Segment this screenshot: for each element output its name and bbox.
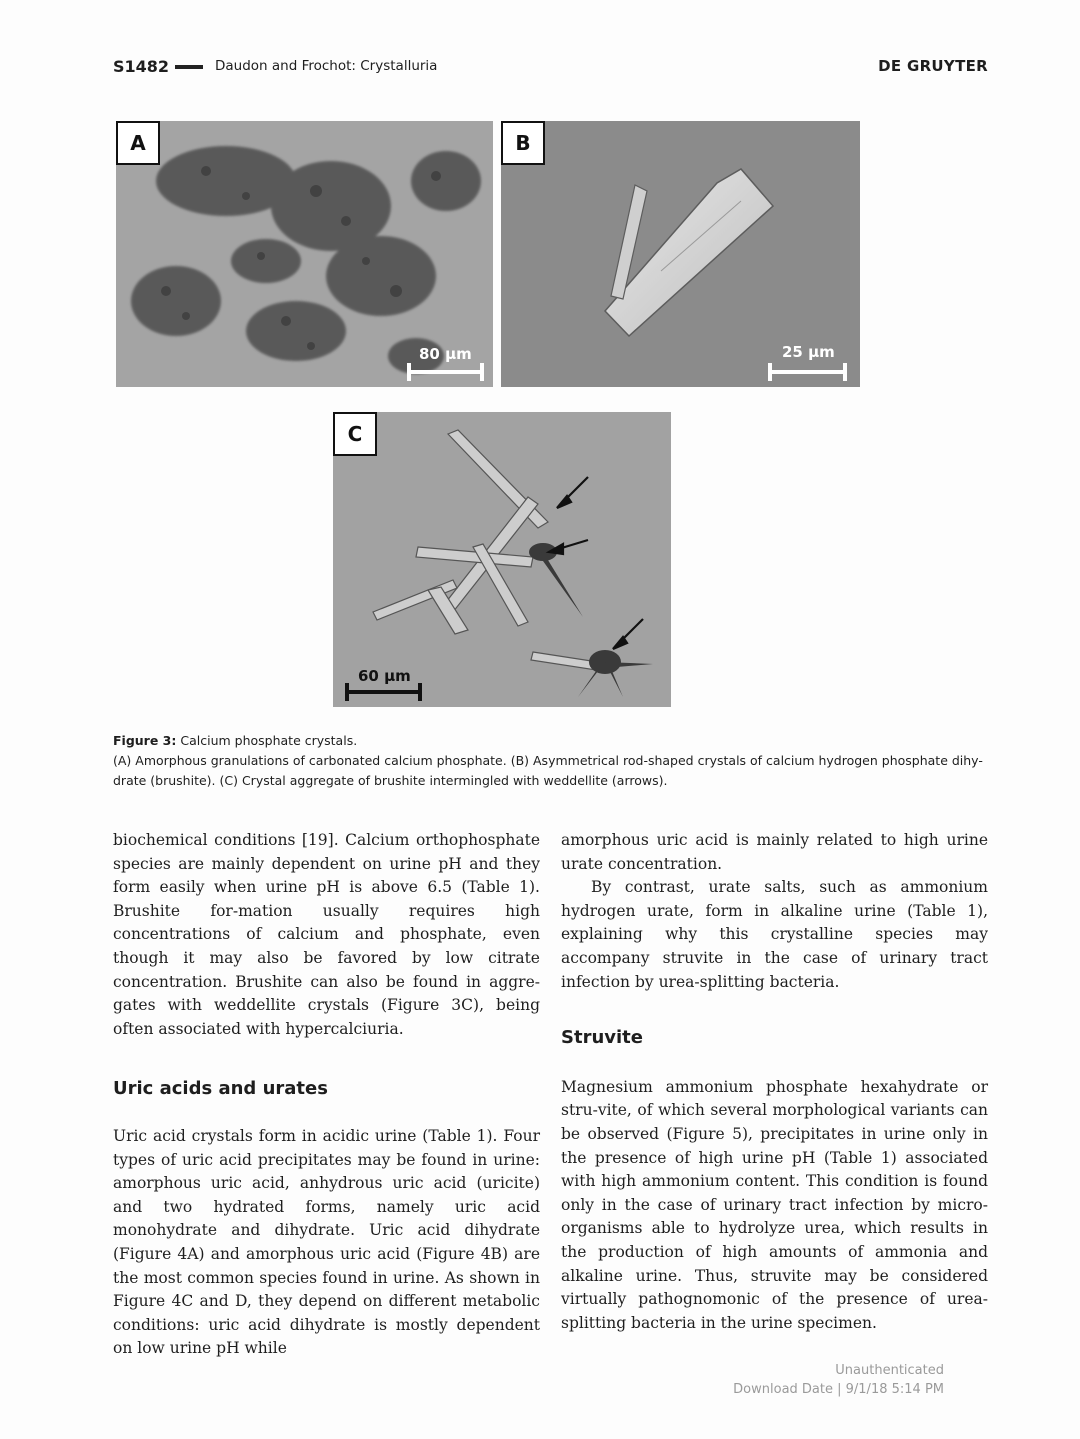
panel-label-a: A: [116, 121, 160, 165]
micrograph-panel-a: [116, 121, 493, 387]
figure-label: Figure 3:: [113, 733, 177, 748]
footer-line-1: Unauthenticated: [835, 1363, 944, 1378]
scale-label-c: 60 µm: [358, 667, 411, 685]
right-paragraph-2: By contrast, urate salts, such as ammonium hydrogen urate, form in alkaline urine (Table 1), explaining why this crystalline species may accompany struvite in the case of urinary tract infection by urea-splitting bacteria.: [561, 878, 988, 991]
header-rule: [175, 65, 203, 69]
footer-watermark: [733, 1361, 944, 1399]
panel-label-b: B: [501, 121, 545, 165]
left-column: [113, 829, 540, 1361]
scale-label-b: 25 µm: [782, 343, 835, 361]
section-heading-uric-acids: Uric acids and urates: [113, 1078, 328, 1100]
running-head: Daudon and Frochot: Crystalluria: [215, 58, 438, 74]
micrograph-c-image: [333, 412, 671, 707]
right-paragraph-3: Magnesium ammonium phosphate hexahydrate or stru-vite, of which several morphological variants can be observed (Figure 5), precipitates in urine only in the presence of high urine pH (Table 1) associated with high ammonium content. This condition is found only in the case of urinary tract infection by micro-organisms able to hydrolyze urea, which results in the production of high amounts of ammonia and alkaline urine. Thus, struvite may be considered virtually pathognomonic of the presence of urea-splitting bacteria in the urine specimen.: [561, 1077, 988, 1332]
left-paragraph-1: biochemical conditions [19]. Calcium orthophosphate species are mainly dependent on urine pH and they form easily when urine pH is above 6.5 (Table 1). Brushite for-mation usually requires high concentrations of calcium and phosphate, even though it may also be favored by low citrate concentration. Brushite can also be found in aggre-gates with weddellite crystals (Figure 3C), being often associated with hypercalciuria.: [113, 831, 540, 1038]
caption-body: (A) Amorphous granulations of carbonated calcium phosphate. (B) Asymmetrical rod-shaped crystals of calcium hydrogen phosphate dihy-drate (brushite). (C) Crystal aggregate of brushite intermingled with weddellite (arrows).: [113, 753, 983, 788]
caption-title: [113, 731, 993, 751]
scale-label-a: 80 µm: [419, 345, 472, 363]
figure-caption: [113, 731, 993, 791]
right-paragraph-1: amorphous uric acid is mainly related to high urine urate concentration.: [561, 831, 988, 873]
footer-line-2: Download Date | 9/1/18 5:14 PM: [733, 1382, 944, 1397]
section-heading-struvite: Struvite: [561, 1027, 643, 1049]
right-column: [561, 829, 988, 1335]
panel-label-c: C: [333, 412, 377, 456]
scale-bar-b: [768, 370, 847, 374]
page-number: S1482: [113, 57, 170, 76]
micrograph-panel-c: [333, 412, 671, 707]
micrograph-panel-b: [501, 121, 860, 387]
publisher-logo: DE GRUYTER: [878, 57, 988, 75]
scale-bar-c: [345, 690, 422, 694]
left-paragraph-2: Uric acid crystals form in acidic urine (Table 1). Four types of uric acid precipitates may be found in urine: amorphous uric acid, anhydrous uric acid (uricite) and two hydrated forms, namely uric acid monohydrate and dihydrate. Uric acid dihydrate (Figure 4A) and amorphous uric acid (Figure 4B) are the most common species found in urine. As shown in Figure 4C and D, they depend on different metabolic conditions: uric acid dihydrate is mostly dependent on low urine pH while: [113, 1126, 540, 1358]
caption-title-text: Calcium phosphate crystals.: [180, 733, 358, 748]
scale-bar-a: [407, 370, 484, 374]
